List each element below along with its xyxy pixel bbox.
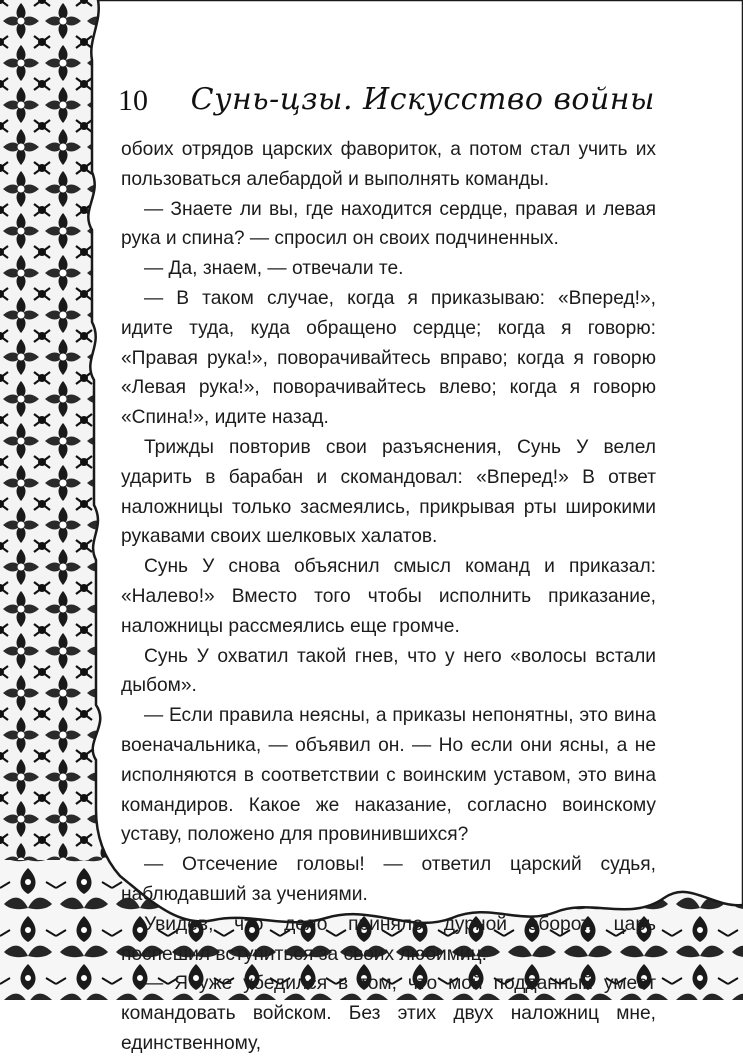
paragraph: — Отсечение головы! — ответил царский судья, наблюдавший за учениями.	[121, 854, 656, 905]
paragraph: — Знаете ли вы, где находится сердце, правая и левая рука и спина? — спросил он своих подчиненных.	[121, 198, 656, 250]
page-number: 10	[118, 84, 148, 117]
running-title: Сунь-цзы. Искусство войны	[190, 82, 655, 117]
paragraph: Трижды повторив свои разъяснения, Сунь У велел ударить в барабан и скомандовал: «Вперед!» В ответ наложницы только засмеялись, прикрывая рты широкими рукавами своих шелковых халатов.	[121, 436, 656, 548]
paragraph: Увидев, что дело приняло дурной оборот, царь поспешил вступиться за своих любимиц:	[121, 913, 656, 965]
paragraph: Сунь У охватил такой гнев, что у него «волосы встали дыбом».	[121, 645, 656, 697]
paragraph: — Я уже убедился в том, что мой подданный умеет командовать войском. Без этих двух наложниц мне, единственному,	[121, 973, 656, 1054]
paragraph: Сунь У снова объяснил смысл команд и приказал: «Налево!» Вместо того чтобы исполнить приказание, наложницы рассмеялись еще громче.	[121, 556, 656, 637]
paragraph: обоих отрядов царских фавориток, а потом стал учить их пользоваться алебардой и выполнять команды.	[121, 139, 656, 190]
paragraph: — Да, знаем, — отвечали те.	[144, 258, 404, 280]
book-text	[121, 135, 656, 1059]
paragraph: — В таком случае, когда я приказываю: «Вперед!», идите туда, куда обращено сердце; когда я говорю: «Правая рука!», поворачивайтесь вправо; когда я говорю «Левая рука!», поворачивайтесь влево; когда я говорю «Спина!», идите назад.	[121, 287, 656, 429]
paragraph: — Если правила неясны, а приказы непонятны, это вина военачальника, — объявил он. — Но если они ясны, а не исполняются в соответствии с воинским уставом, это вина командиров. Какое же наказание, согласно воинскому уставу, положено для провинившихся?	[121, 705, 656, 846]
